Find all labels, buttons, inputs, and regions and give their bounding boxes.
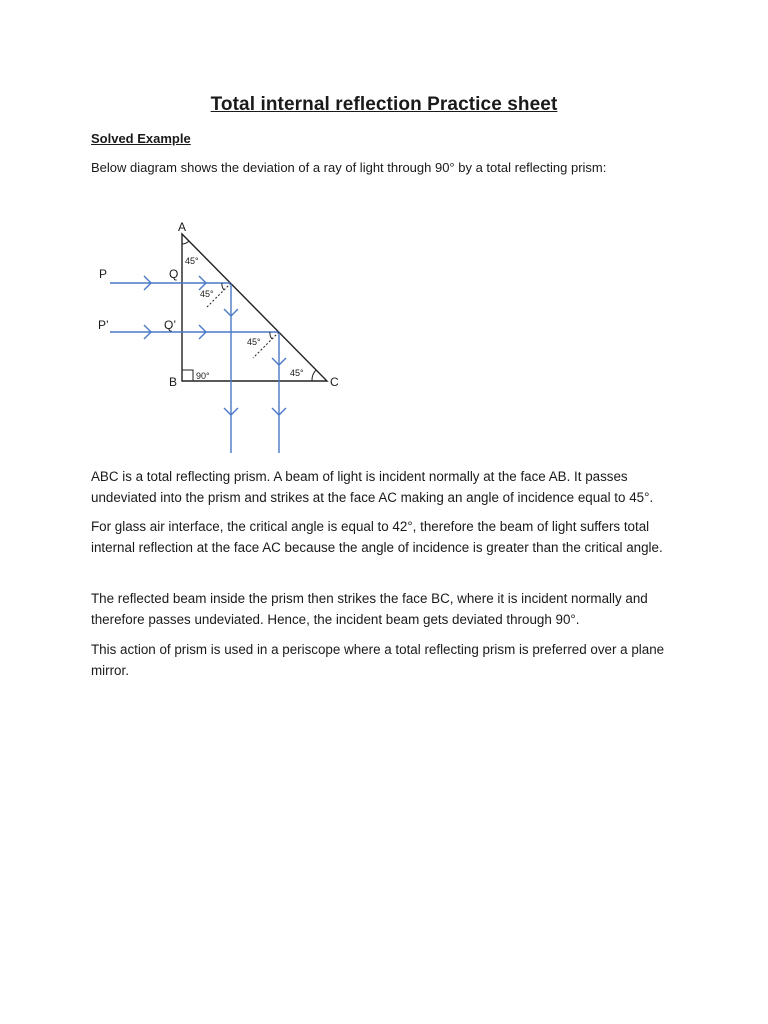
- angle-label-a: 45°: [185, 256, 199, 266]
- paragraph-prism-description: ABC is a total reflecting prism. A beam of light is incident normally at the face AB. It passes undeviated into the prism and strikes at the face AC making an angle of incidence equal to 45°.: [91, 469, 654, 505]
- label-p: P: [99, 267, 108, 281]
- paragraph-reflected-beam: The reflected beam inside the prism then strikes the face BC, where it is incident normally and therefore passes undeviated. Hence, the incident beam gets deviated through 90°.: [91, 591, 648, 627]
- label-a: A: [178, 220, 187, 234]
- solved-example-heading: Solved Example: [91, 131, 191, 146]
- paragraph-periscope: This action of prism is used in a periscope where a total reflecting prism is preferred over a plane mirror.: [91, 642, 665, 678]
- incidence-arc-upper: [222, 283, 224, 290]
- ray-p: [110, 276, 238, 453]
- intro-text: Below diagram shows the deviation of a ray of light through 90° by a total reflecting prism:: [91, 160, 607, 175]
- label-b: B: [169, 375, 178, 389]
- paragraph-critical-angle: For glass air interface, the critical angle is equal to 42°, therefore the beam of light suffers total internal reflection at the face AC because the angle of incidence is greater than the critical angle.: [91, 519, 663, 555]
- label-p-prime: P’: [98, 318, 109, 332]
- angle-arc-c: [312, 370, 316, 381]
- angle-label-incidence-lower: 45°: [247, 337, 261, 347]
- label-q-prime: Q’: [164, 318, 176, 332]
- label-q: Q: [169, 267, 179, 281]
- prism-diagram: [91, 212, 347, 460]
- angle-label-c: 45°: [290, 368, 304, 378]
- label-c: C: [330, 375, 339, 389]
- right-angle-marker: [182, 370, 193, 381]
- incidence-arc-lower: [270, 332, 272, 339]
- angle-arc-a: [182, 241, 189, 244]
- angle-label-incidence-upper: 45°: [200, 289, 214, 299]
- angle-label-b: 90°: [196, 371, 210, 381]
- prism-triangle: [182, 234, 327, 381]
- page-title: Total internal reflection Practice sheet: [210, 94, 558, 115]
